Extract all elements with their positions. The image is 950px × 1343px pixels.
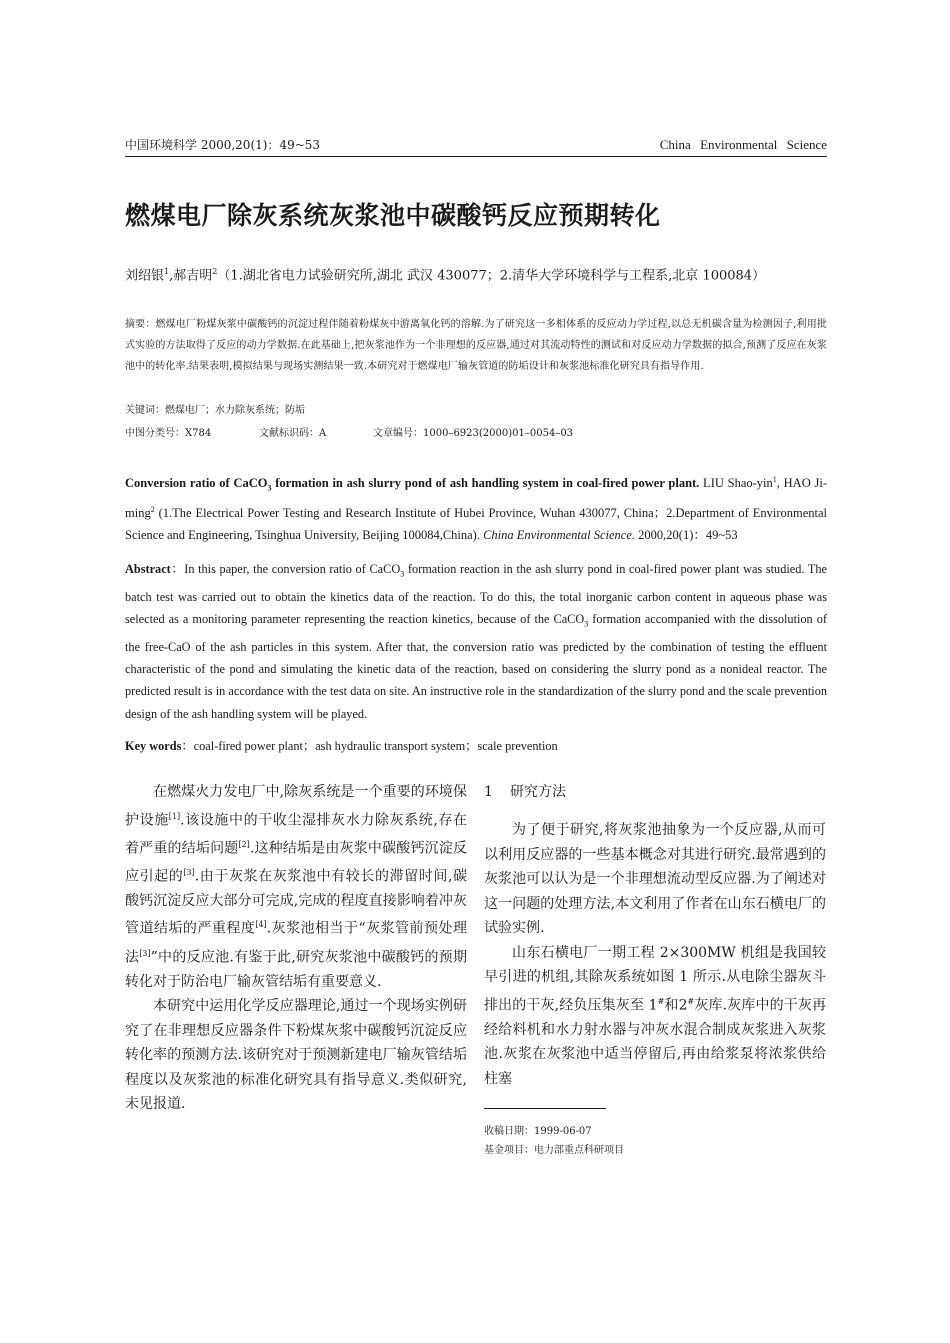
citation-1: [1] [168,811,181,821]
citation-5: [3] [139,948,151,958]
author-1: 刘绍银 [125,268,165,284]
cn-abstract-label: 摘要： [125,319,156,330]
en-author-1-mark: 1 [772,475,777,484]
cn-keywords-text: 燃煤电厂；水力除灰系统；防垢 [165,405,305,416]
author-1-affil-mark: 1 [164,267,170,276]
footnote-divider [484,1108,606,1109]
en-title-subscript: 3 [267,483,272,493]
document-code: 文献标识码：A [259,428,327,439]
intro-text-e: .灰浆池相当于“灰浆管前预处理法 [125,921,468,966]
intro-text-d: .由于灰浆在灰浆池中有较长的滞留时间,碳酸钙沉淀反应大部分可完成,完成的程度直接影响着冲灰管道结垢的严重程度 [125,868,468,938]
method-paragraph-2 [484,941,826,1092]
en-abstract-sub-2: 3 [584,619,589,629]
journal-en-name: China Environmental Science [659,137,827,152]
method-paragraph-1: 为了便于研究,将灰浆池抽象为一个反应器,从而可以利用反应器的一些基本概念对其进行研究.最常遇到的灰浆池可以认为是一个非理想流动型反应器.为了阐述对这一问题的处理方法,本文利用了作者在山东石横电厂的试验实例. [484,822,826,936]
classification-row [125,426,827,442]
en-reference [125,469,827,546]
section-number: 1 [484,784,493,800]
en-author-2-mark: 2 [150,505,155,515]
en-title-part-2: formation in ash slurry pond of ash handling system in coal-fired power plant. [271,476,700,491]
paper-page [125,0,827,1343]
author-2-affil-mark: 2 [212,267,218,276]
en-abstract-part-2: formation reaction in the ash slurry pond in coal-fired power plant was studied. The batch test was carried out to obtain the kinetics data of the reaction. To do this, the total inorganic carbon content in aqueous phase was selected as a monitoring parameter representing the reaction kinetics, because of the CaCO [125,562,827,627]
author-2: ,郝吉明 [169,268,213,284]
en-abstract [125,558,827,725]
footnote-fund: 基金项目：电力部重点科研项目 [484,1145,624,1156]
intro-text-a: 在燃煤火力发电厂中,除灰系统是一个重要的环境保护设施 [125,784,467,829]
en-citation: 2000,20(1)：49~53 [635,527,738,542]
en-keywords [125,735,827,757]
en-author-2: , HAO Ji-ming [125,476,827,521]
intro-paragraph-1 [125,780,467,994]
section-title: 研究方法 [510,784,566,800]
body-column-right [484,780,826,1091]
en-author-1: LIU Shao-yin [699,476,773,491]
citation-4: [4] [255,920,267,930]
intro-text-b: .该设施中的干收尘湿排灰水力除灰系统,存在着严重的结垢问题 [125,812,467,857]
journal-cn-citation: 中国环境科学 2000,20(1)：49~53 [125,138,321,152]
paper-title: 燃煤电厂除灰系统灰浆池中碳酸钙反应预期转化 [125,201,661,230]
silo-mark-1: # [657,996,665,1006]
en-affiliations: (1.The Electrical Power Testing and Research Institute of Hubei Province, Wuhan 430077, China；2.Department of Environmental Science and Engineering, Tsinghua University, Beijing 100084,China). [125,506,827,542]
article-number: 文章编号：1000–6923(2000)01–0054–03 [373,428,574,439]
running-head [125,137,827,157]
intro-paragraph-2: 本研究中运用化学反应器理论,通过一个现场实例研究了在非理想反应器条件下粉煤灰浆中碳酸钙沉淀反应转化率的预测方法.该研究对于预测新建电厂输灰管结垢程度以及灰浆池的标准化研究具有指导意义.类似研究,未见报道. [125,998,467,1113]
method-text-b: 和2 [664,997,688,1014]
en-abstract-part-3: formation accompanied with the dissolution of the free-CaO of the ash particles in this system. After that, the conversion ratio was predicted by the combination of testing the effluent characteristic of the pond and simulating the kinetic data of the reaction, based on considering the slurry pond as a nonideal reactor. The predicted result is in accordance with the test data on site. An instructive role in the standardization of the slurry pond and the scale prevention design of the ash handling system will be played. [125,612,827,721]
intro-text-c: .这种结垢是由灰浆中碳酸钙沉淀反应引起的 [125,840,468,885]
en-abstract-label: Abstract [125,562,171,576]
en-abstract-part-1: ：In this paper, the conversion ratio of CaCO [170,562,401,576]
method-text-a: 山东石横电厂一期工程 2×300MW 机组是我国较早引进的机组,其除灰系统如图 1 所示.从电除尘器灰斗排出的干灰,经负压集灰至 1 [484,944,826,1014]
cn-keywords [125,403,827,419]
silo-mark-2: # [687,996,695,1006]
citation-2: [2] [238,839,250,849]
en-keywords-text: ：coal-fired power plant；ash hydraulic transport system；scale prevention [181,739,558,753]
en-keywords-label: Key words [125,739,182,753]
en-title-part-1: Conversion ratio of CaCO [125,476,268,491]
affiliations: （1.湖北省电力试验研究所,湖北 武汉 430077；2.清华大学环境科学与工程系,北京 100084） [217,268,766,284]
citation-3: [3] [183,867,195,877]
en-title [125,476,700,493]
en-journal: China Environmental Science. [479,527,636,542]
author-line [125,262,827,286]
footnote-received-date: 收稿日期：1999-06-07 [484,1126,592,1137]
en-abstract-sub-1: 3 [400,569,405,579]
clc-number: 中图分类号：X784 [125,428,212,439]
section-heading [484,780,826,804]
body-column-left [125,780,467,1117]
method-text-c: 灰库.灰库中的干灰再经给料机和水力射水器与冲灰水混合制成灰浆进入灰浆池.灰浆在灰浆池中适当停留后,再由给浆泵将浓浆供给柱塞 [484,997,826,1087]
cn-abstract [125,314,827,377]
cn-abstract-text: 燃煤电厂粉煤灰浆中碳酸钙的沉淀过程伴随着粉煤灰中游离氧化钙的溶解.为了研究这一多相体系的反应动力学过程,以总无机碳含量为检测因子,利用批式实验的方法取得了反应的动力学数据.在此基础上,把灰浆池作为一个非理想的反应器,通过对其流动特性的测试和对反应动力学数据的拟合,预测了反应在灰浆池中的转化率.结果表明,模拟结果与现场实测结果一致.本研究对于燃煤电厂输灰管道的防垢设计和灰浆池标准化研究具有指导作用. [125,319,827,372]
cn-keywords-label: 关键词： [125,405,165,416]
intro-text-f: ”中的反应池.有鉴于此,研究灰浆池中碳酸钙的预期转化对于防治电厂输灰管结垢有重要意义. [125,949,468,990]
